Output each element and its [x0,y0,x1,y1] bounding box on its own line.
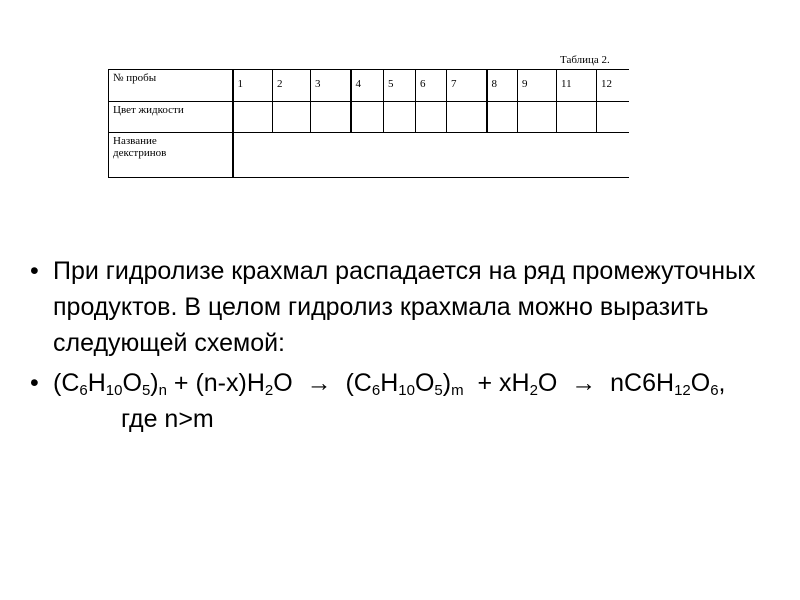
sample-number-cell: 8 [487,70,518,102]
sample-number-cell: 9 [518,70,557,102]
sample-number-cell: 1 [233,70,273,102]
table-header-row [109,70,629,102]
bullet-dot-icon: • [30,257,39,285]
bullet-list [30,253,770,441]
empty-cell [487,102,518,133]
color-row-label: Цвет жидкости [109,102,233,133]
empty-cell [273,102,311,133]
table-color-row [109,102,629,133]
empty-cell [416,102,447,133]
sample-number-cell: 2 [273,70,311,102]
sample-number-cell: 5 [384,70,416,102]
sample-number-cell: 4 [351,70,384,102]
table-dextrins-row [109,133,629,178]
empty-cell [557,102,597,133]
table-caption: Таблица 2. [560,54,610,66]
formula-item: • $(C_6H_{10}O_5)_n + (n-x)H_2O \to (C_6H_{10}O_5)_m + xH_2O \to nC6H_{12}O_6,где$ n>m [30,365,770,437]
sample-number-cell: 3 [311,70,351,102]
sample-number-cell: 7 [447,70,487,102]
samples-table [108,69,629,178]
empty-cell [233,102,273,133]
bullet-dot-icon: • [30,369,39,397]
empty-cell [384,102,416,133]
empty-cell [518,102,557,133]
dextrins-row-label: Название декстринов [109,133,233,178]
bullet-text: При гидролизе крахмал распадается на ряд промежуточных продуктов. В целом гидролиз крахмала можно выразить следующей схемой: [53,257,756,357]
empty-cell [351,102,384,133]
sample-number-cell: 11 [557,70,597,102]
empty-cell [311,102,351,133]
sample-number-cell: 12 [597,70,629,102]
bullet-item [30,253,770,361]
sample-number-cell: 6 [416,70,447,102]
header-label-cell: № пробы [109,70,233,102]
empty-cell [597,102,629,133]
empty-cell [447,102,487,133]
empty-wide-cell [233,133,629,178]
